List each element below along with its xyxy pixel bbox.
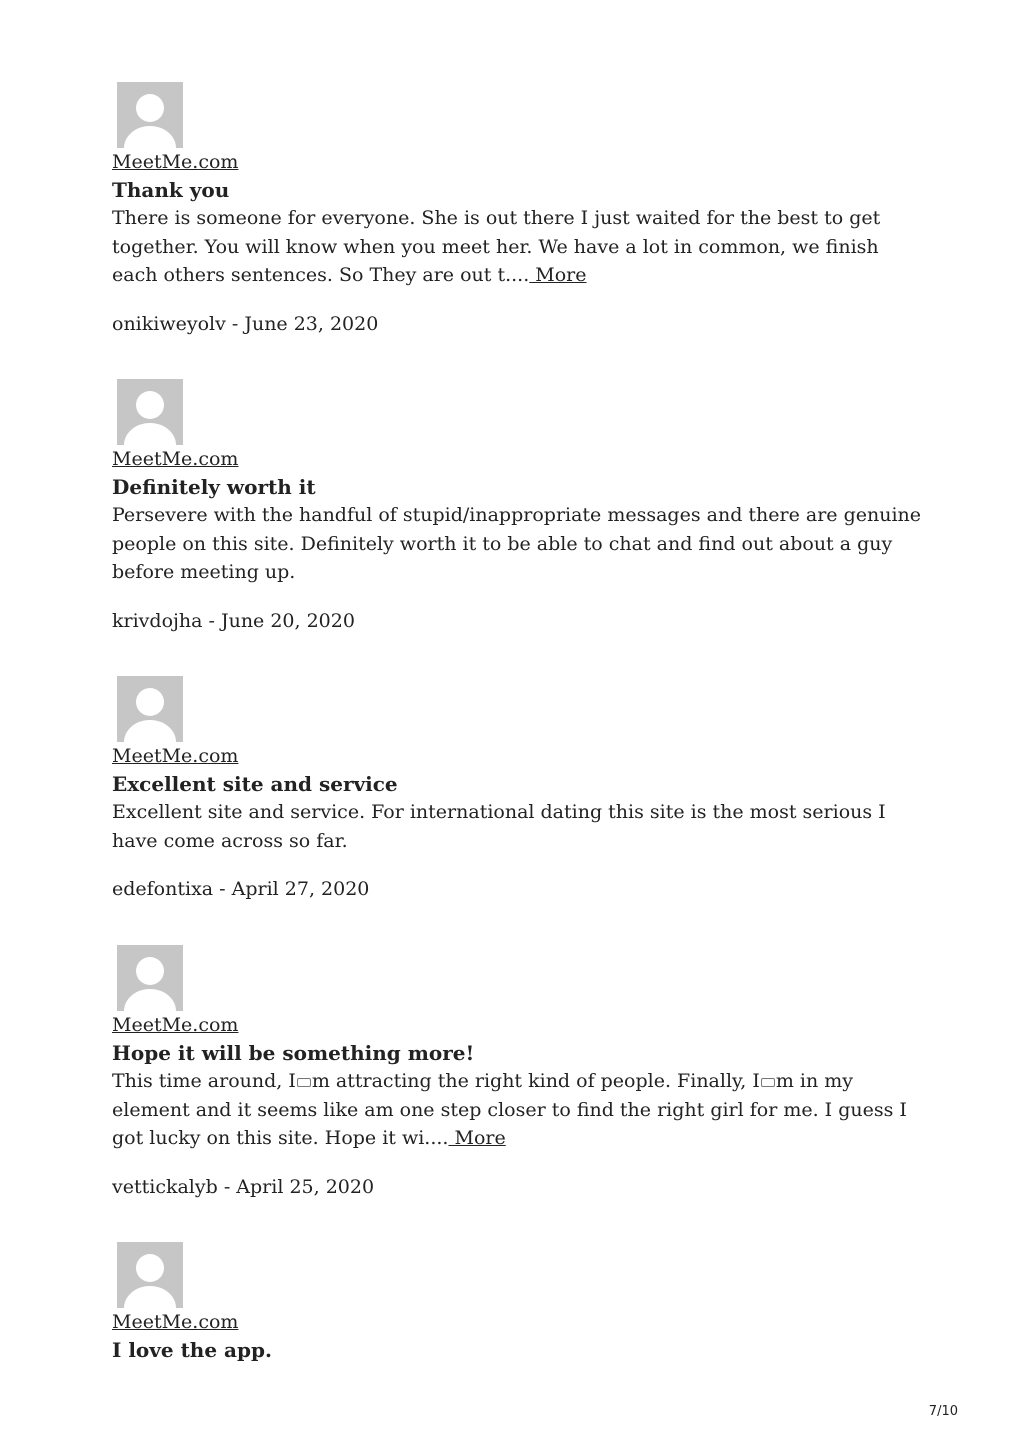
meta-separator: - (213, 878, 232, 900)
missing-glyph-icon (297, 1078, 311, 1087)
site-link[interactable]: MeetMe.com (112, 1014, 239, 1036)
site-link[interactable]: MeetMe.com (112, 448, 239, 470)
review-card (112, 379, 922, 635)
default-user-avatar-icon (117, 1242, 183, 1308)
default-user-avatar-icon (117, 945, 183, 1011)
default-user-avatar-icon (117, 676, 183, 742)
page-number: 7/10 (928, 1404, 958, 1419)
review-card (112, 1242, 922, 1364)
review-date: June 20, 2020 (220, 609, 355, 632)
avatar (117, 1242, 183, 1308)
review-card (112, 945, 922, 1201)
review-text-part: m in my element and it seems like am one step closer to find the right girl for me. I guess I got lucky on this site. Hope it wi.... (112, 1070, 907, 1149)
review-title: I love the app. (112, 1338, 272, 1362)
avatar (117, 82, 183, 148)
review-date: April 27, 2020 (231, 878, 370, 900)
review-title: Thank you (112, 178, 230, 202)
site-link[interactable]: MeetMe.com (112, 745, 239, 767)
default-user-avatar-icon (117, 82, 183, 148)
default-user-avatar-icon (117, 379, 183, 445)
more-link[interactable]: More (448, 1127, 506, 1149)
review-text: There is someone for everyone. She is out there I just waited for the best to get together. You will know when you meet her. We have a lot in common, we finish each others sentences. So They are out t.... (112, 207, 881, 286)
review-author: vettickalyb (112, 1175, 218, 1198)
avatar (117, 379, 183, 445)
review-meta (112, 607, 922, 635)
review-meta (112, 1173, 922, 1201)
review-author: edefontixa (112, 878, 214, 900)
review-meta (112, 310, 922, 338)
missing-glyph-icon (761, 1078, 775, 1087)
review-text-part: This time around, I (112, 1070, 296, 1092)
review-date: June 23, 2020 (244, 312, 379, 335)
review-card (112, 82, 922, 338)
review-meta (112, 875, 922, 903)
review-body: Persevere with the handful of stupid/inappropriate messages and there are genuine people on this site. Definitely worth it to be able to chat and find out about a guy before meeting up. (112, 504, 922, 583)
site-link[interactable]: MeetMe.com (112, 1311, 239, 1333)
review-text-part: m attracting the right kind of people. Finally, I (311, 1070, 760, 1092)
avatar (117, 945, 183, 1011)
review-card (112, 676, 922, 903)
site-link[interactable]: MeetMe.com (112, 151, 239, 173)
review-author: krivdojha (112, 609, 203, 632)
review-title: Hope it will be something more! (112, 1041, 475, 1065)
review-body (112, 1067, 922, 1153)
meta-separator: - (202, 609, 221, 632)
review-body (112, 204, 922, 290)
review-date: April 25, 2020 (236, 1175, 375, 1198)
meta-separator: - (225, 312, 245, 335)
review-title: Excellent site and service (112, 772, 398, 796)
meta-separator: - (217, 1175, 237, 1198)
avatar (117, 676, 183, 742)
review-body: Excellent site and service. For international dating this site is the most serious I have come across so far. (112, 801, 886, 852)
review-title: Definitely worth it (112, 475, 316, 499)
more-link[interactable]: More (529, 264, 587, 286)
review-author: onikiweyolv (112, 312, 226, 335)
